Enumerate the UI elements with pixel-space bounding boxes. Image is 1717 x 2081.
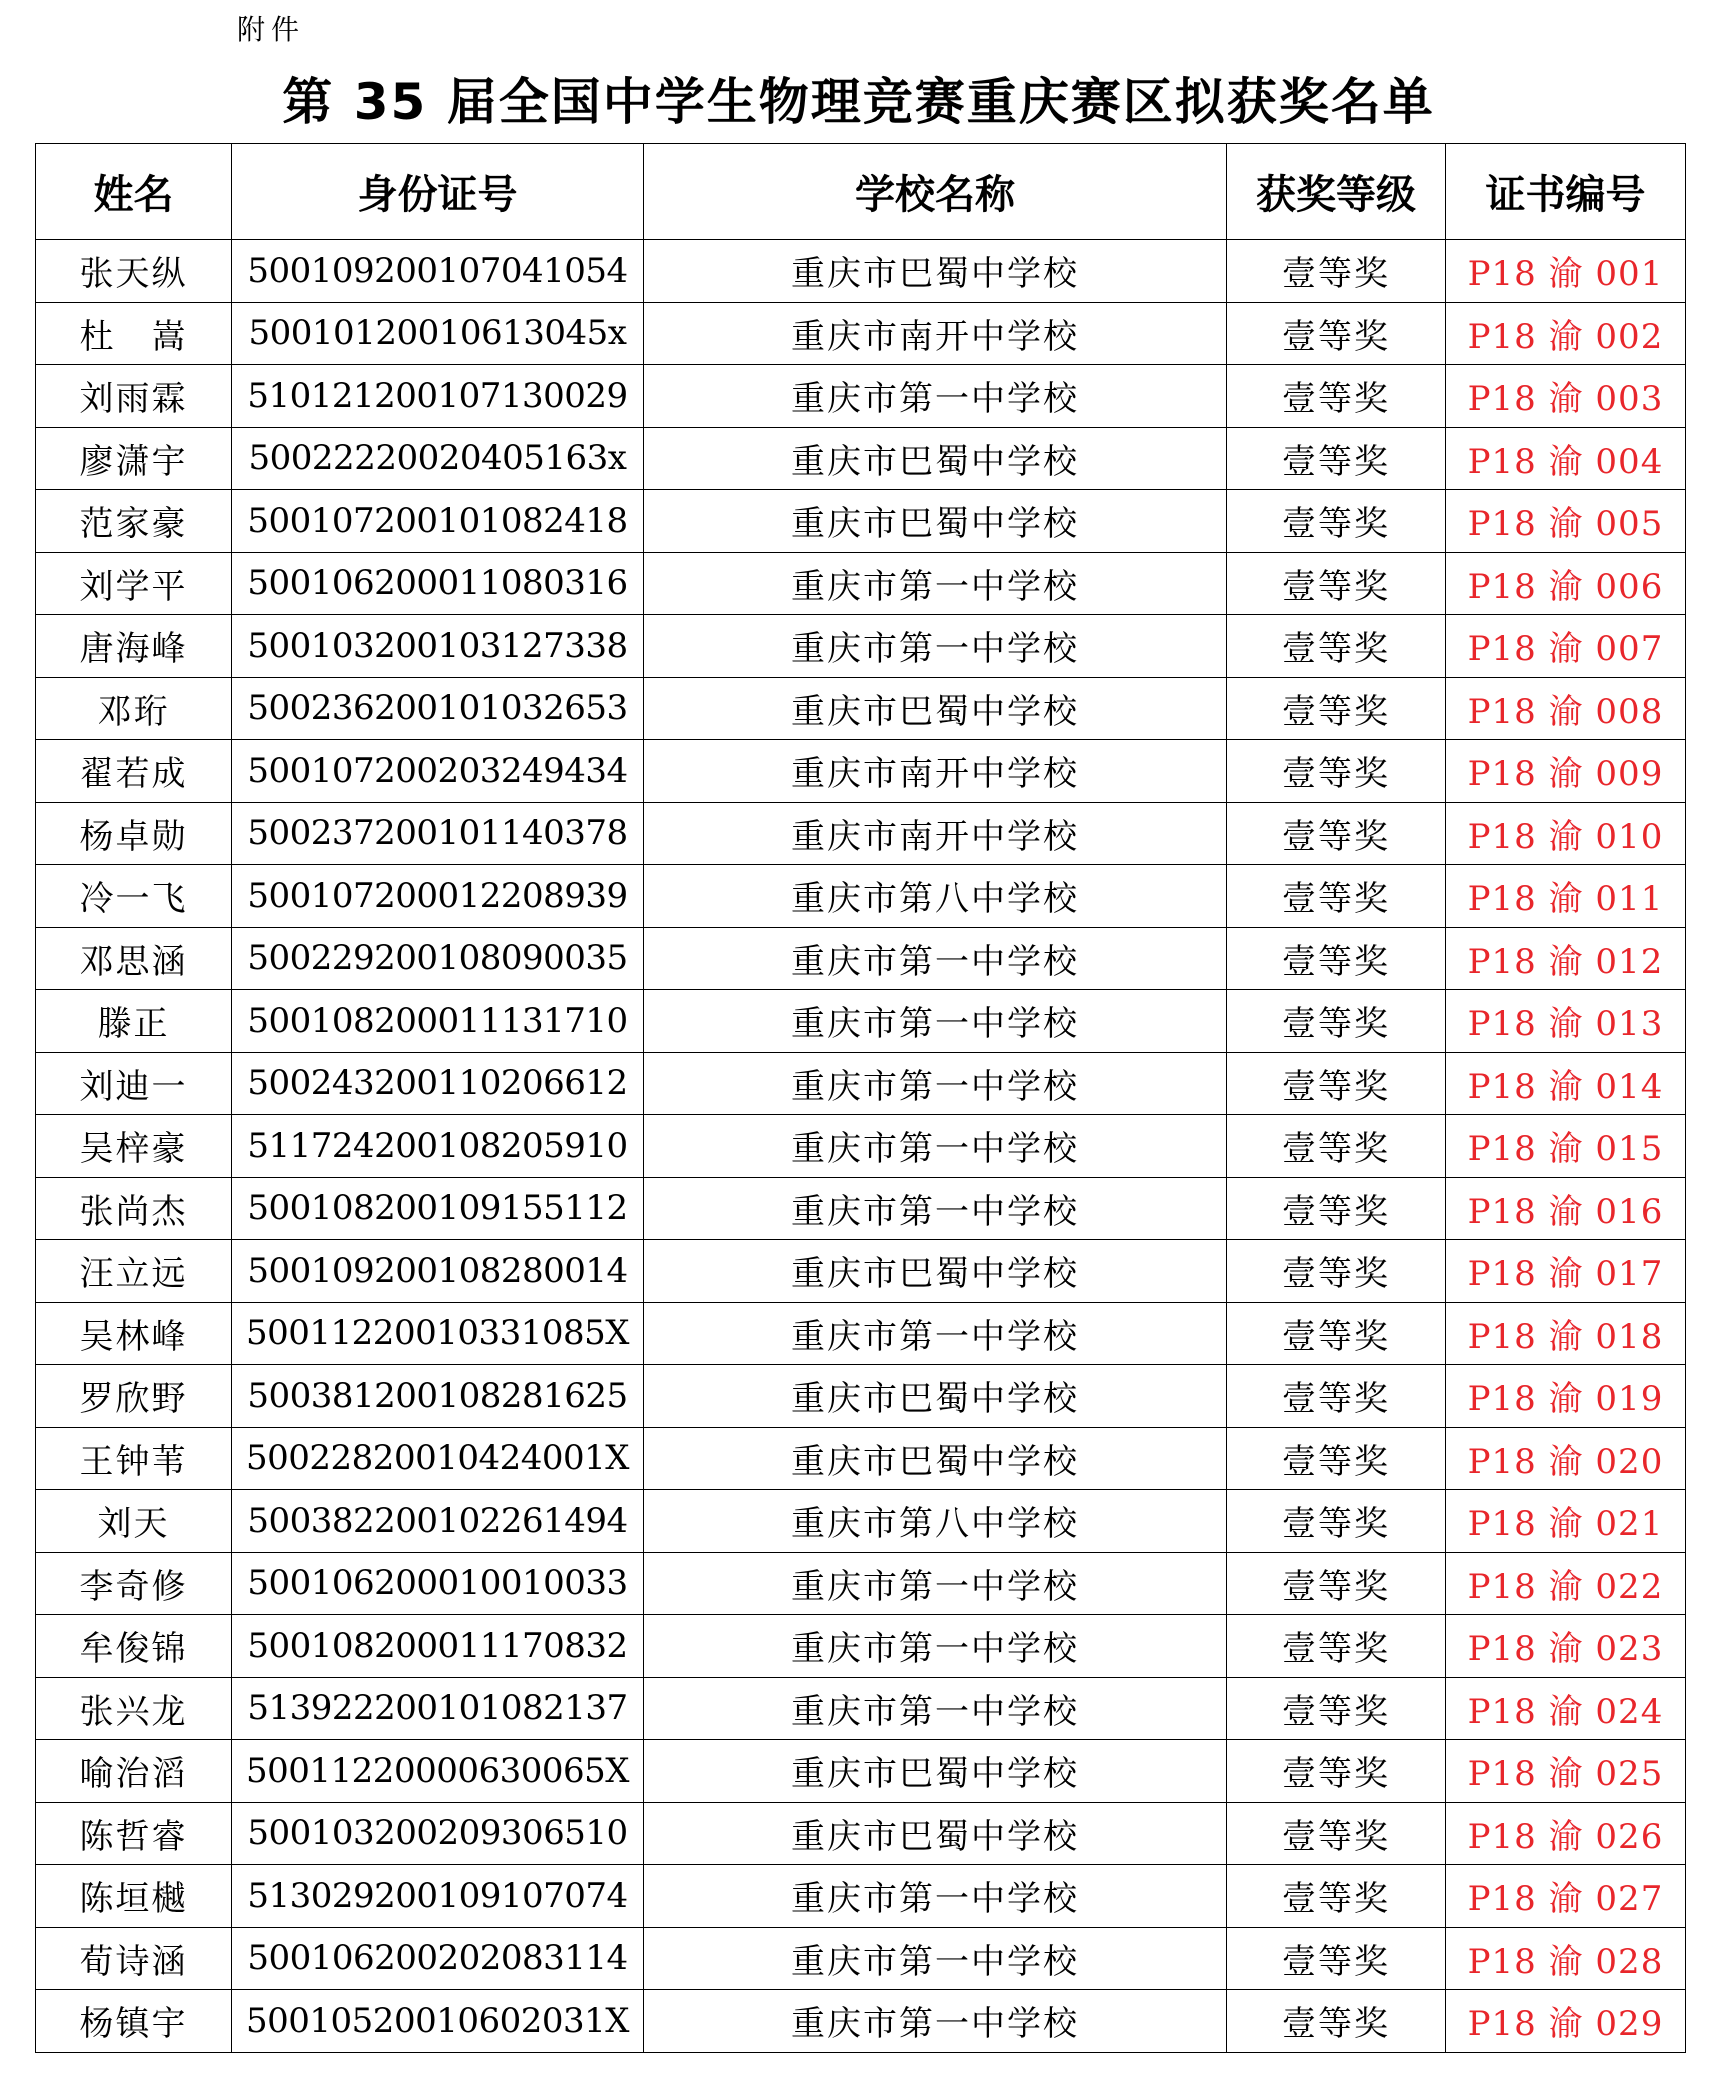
school-name: 重庆市第一中学校 <box>644 1052 1227 1115</box>
id-number: 500108200011170832 <box>232 1615 644 1678</box>
school-name: 重庆市巴蜀中学校 <box>644 1427 1227 1490</box>
id-number: 500229200108090035 <box>232 927 644 990</box>
award-level: 壹等奖 <box>1227 1802 1446 1865</box>
award-level: 壹等奖 <box>1227 927 1446 990</box>
table-row <box>36 1615 1686 1678</box>
student-name: 张天纵 <box>36 240 232 303</box>
certificate-number: P18 渝 029 <box>1446 1990 1686 2053</box>
id-number: 500107200203249434 <box>232 740 644 803</box>
student-name: 牟俊锦 <box>36 1615 232 1678</box>
award-level: 壹等奖 <box>1227 1115 1446 1178</box>
school-name: 重庆市第一中学校 <box>644 990 1227 1053</box>
award-level: 壹等奖 <box>1227 1552 1446 1615</box>
id-number: 50010120010613045x <box>232 302 644 365</box>
certificate-number: P18 渝 007 <box>1446 615 1686 678</box>
table-row <box>36 802 1686 865</box>
table-row <box>36 240 1686 303</box>
table-row <box>36 1365 1686 1428</box>
student-name: 张尚杰 <box>36 1177 232 1240</box>
school-name: 重庆市第一中学校 <box>644 615 1227 678</box>
id-number: 500106200202083114 <box>232 1927 644 1990</box>
school-name: 重庆市第一中学校 <box>644 1115 1227 1178</box>
column-header-level: 获奖等级 <box>1227 144 1446 240</box>
award-level: 壹等奖 <box>1227 802 1446 865</box>
table-row <box>36 1052 1686 1115</box>
certificate-number: P18 渝 025 <box>1446 1740 1686 1803</box>
id-number: 500243200110206612 <box>232 1052 644 1115</box>
student-name: 张兴龙 <box>36 1677 232 1740</box>
student-name: 荀诗涵 <box>36 1927 232 1990</box>
table-row <box>36 1240 1686 1303</box>
certificate-number: P18 渝 027 <box>1446 1865 1686 1928</box>
id-number: 511724200108205910 <box>232 1115 644 1178</box>
id-number: 513922200101082137 <box>232 1677 644 1740</box>
student-name: 李奇修 <box>36 1552 232 1615</box>
id-number: 513029200109107074 <box>232 1865 644 1928</box>
id-number: 500237200101140378 <box>232 802 644 865</box>
student-name: 陈哲睿 <box>36 1802 232 1865</box>
award-level: 壹等奖 <box>1227 1240 1446 1303</box>
school-name: 重庆市南开中学校 <box>644 302 1227 365</box>
award-level: 壹等奖 <box>1227 240 1446 303</box>
school-name: 重庆市第八中学校 <box>644 865 1227 928</box>
table-row <box>36 1490 1686 1553</box>
id-number: 50011220010331085X <box>232 1302 644 1365</box>
certificate-number: P18 渝 021 <box>1446 1490 1686 1553</box>
school-name: 重庆市第一中学校 <box>644 1677 1227 1740</box>
student-name: 汪立远 <box>36 1240 232 1303</box>
student-name: 刘雨霖 <box>36 365 232 428</box>
certificate-number: P18 渝 002 <box>1446 302 1686 365</box>
id-number: 500108200011131710 <box>232 990 644 1053</box>
table-row <box>36 302 1686 365</box>
table-row <box>36 1802 1686 1865</box>
table-row <box>36 865 1686 928</box>
award-level: 壹等奖 <box>1227 990 1446 1053</box>
student-name: 翟若成 <box>36 740 232 803</box>
award-level: 壹等奖 <box>1227 615 1446 678</box>
student-name: 廖潇宇 <box>36 427 232 490</box>
id-number: 500236200101032653 <box>232 677 644 740</box>
certificate-number: P18 渝 009 <box>1446 740 1686 803</box>
school-name: 重庆市第一中学校 <box>644 1615 1227 1678</box>
award-level: 壹等奖 <box>1227 865 1446 928</box>
table-body <box>36 240 1686 2053</box>
table-row <box>36 990 1686 1053</box>
column-header-school: 学校名称 <box>644 144 1227 240</box>
school-name: 重庆市巴蜀中学校 <box>644 1802 1227 1865</box>
award-level: 壹等奖 <box>1227 1740 1446 1803</box>
school-name: 重庆市巴蜀中学校 <box>644 240 1227 303</box>
student-name: 王钟苇 <box>36 1427 232 1490</box>
award-level: 壹等奖 <box>1227 1365 1446 1428</box>
certificate-number: P18 渝 012 <box>1446 927 1686 990</box>
award-level: 壹等奖 <box>1227 427 1446 490</box>
id-number: 500381200108281625 <box>232 1365 644 1428</box>
school-name: 重庆市巴蜀中学校 <box>644 427 1227 490</box>
student-name: 杨镇宇 <box>36 1990 232 2053</box>
school-name: 重庆市第一中学校 <box>644 927 1227 990</box>
id-number: 500106200011080316 <box>232 552 644 615</box>
table-row <box>36 1740 1686 1803</box>
column-header-certificate: 证书编号 <box>1446 144 1686 240</box>
id-number: 50022820010424001X <box>232 1427 644 1490</box>
award-table <box>35 143 1686 2053</box>
table-row <box>36 490 1686 553</box>
school-name: 重庆市第一中学校 <box>644 1552 1227 1615</box>
award-level: 壹等奖 <box>1227 1177 1446 1240</box>
id-number: 500103200209306510 <box>232 1802 644 1865</box>
certificate-number: P18 渝 004 <box>1446 427 1686 490</box>
table-row <box>36 615 1686 678</box>
award-level: 壹等奖 <box>1227 1677 1446 1740</box>
certificate-number: P18 渝 017 <box>1446 1240 1686 1303</box>
school-name: 重庆市第一中学校 <box>644 552 1227 615</box>
id-number: 500109200108280014 <box>232 1240 644 1303</box>
certificate-number: P18 渝 024 <box>1446 1677 1686 1740</box>
student-name: 邓珩 <box>36 677 232 740</box>
award-level: 壹等奖 <box>1227 1302 1446 1365</box>
certificate-number: P18 渝 020 <box>1446 1427 1686 1490</box>
page-title: 第 35 届全国中学生物理竞赛重庆赛区拟获奖名单 <box>282 73 1435 131</box>
certificate-number: P18 渝 010 <box>1446 802 1686 865</box>
certificate-number: P18 渝 015 <box>1446 1115 1686 1178</box>
certificate-number: P18 渝 016 <box>1446 1177 1686 1240</box>
school-name: 重庆市第八中学校 <box>644 1490 1227 1553</box>
student-name: 唐海峰 <box>36 615 232 678</box>
table-header <box>36 144 1686 240</box>
school-name: 重庆市巴蜀中学校 <box>644 677 1227 740</box>
certificate-number: P18 渝 013 <box>1446 990 1686 1053</box>
award-level: 壹等奖 <box>1227 302 1446 365</box>
award-level: 壹等奖 <box>1227 1615 1446 1678</box>
student-name: 范家豪 <box>36 490 232 553</box>
column-header-id: 身份证号 <box>232 144 644 240</box>
student-name: 滕正 <box>36 990 232 1053</box>
school-name: 重庆市第一中学校 <box>644 365 1227 428</box>
award-level: 壹等奖 <box>1227 1865 1446 1928</box>
student-name: 陈垣樾 <box>36 1865 232 1928</box>
school-name: 重庆市巴蜀中学校 <box>644 1365 1227 1428</box>
table-row <box>36 427 1686 490</box>
student-name: 杜 嵩 <box>36 302 232 365</box>
id-number: 50022220020405163x <box>232 427 644 490</box>
id-number: 50010520010602031X <box>232 1990 644 2053</box>
certificate-number: P18 渝 014 <box>1446 1052 1686 1115</box>
id-number: 500108200109155112 <box>232 1177 644 1240</box>
table-row <box>36 1865 1686 1928</box>
award-level: 壹等奖 <box>1227 365 1446 428</box>
certificate-number: P18 渝 001 <box>1446 240 1686 303</box>
award-level: 壹等奖 <box>1227 677 1446 740</box>
table-row <box>36 677 1686 740</box>
student-name: 刘学平 <box>36 552 232 615</box>
student-name: 吴梓豪 <box>36 1115 232 1178</box>
award-level: 壹等奖 <box>1227 1990 1446 2053</box>
table-row <box>36 1927 1686 1990</box>
award-level: 壹等奖 <box>1227 1490 1446 1553</box>
award-level: 壹等奖 <box>1227 552 1446 615</box>
school-name: 重庆市第一中学校 <box>644 1927 1227 1990</box>
certificate-number: P18 渝 026 <box>1446 1802 1686 1865</box>
id-number: 500382200102261494 <box>232 1490 644 1553</box>
student-name: 冷一飞 <box>36 865 232 928</box>
certificate-number: P18 渝 022 <box>1446 1552 1686 1615</box>
certificate-number: P18 渝 019 <box>1446 1365 1686 1428</box>
certificate-number: P18 渝 003 <box>1446 365 1686 428</box>
table-row <box>36 1302 1686 1365</box>
award-level: 壹等奖 <box>1227 490 1446 553</box>
award-level: 壹等奖 <box>1227 740 1446 803</box>
table-row <box>36 552 1686 615</box>
school-name: 重庆市第一中学校 <box>644 1865 1227 1928</box>
school-name: 重庆市巴蜀中学校 <box>644 490 1227 553</box>
table-row <box>36 1427 1686 1490</box>
table-row <box>36 927 1686 990</box>
school-name: 重庆市巴蜀中学校 <box>644 1240 1227 1303</box>
student-name: 喻治滔 <box>36 1740 232 1803</box>
school-name: 重庆市巴蜀中学校 <box>644 1740 1227 1803</box>
student-name: 吴林峰 <box>36 1302 232 1365</box>
school-name: 重庆市南开中学校 <box>644 802 1227 865</box>
id-number: 500107200101082418 <box>232 490 644 553</box>
id-number: 500109200107041054 <box>232 240 644 303</box>
award-level: 壹等奖 <box>1227 1427 1446 1490</box>
table-row <box>36 1115 1686 1178</box>
certificate-number: P18 渝 006 <box>1446 552 1686 615</box>
student-name: 刘天 <box>36 1490 232 1553</box>
id-number: 500106200010010033 <box>232 1552 644 1615</box>
table-row <box>36 740 1686 803</box>
column-header-name: 姓名 <box>36 144 232 240</box>
table-row <box>36 1677 1686 1740</box>
id-number: 500107200012208939 <box>232 865 644 928</box>
id-number: 500103200103127338 <box>232 615 644 678</box>
header-row <box>36 144 1686 240</box>
award-level: 壹等奖 <box>1227 1052 1446 1115</box>
table-row <box>36 1990 1686 2053</box>
certificate-number: P18 渝 028 <box>1446 1927 1686 1990</box>
school-name: 重庆市第一中学校 <box>644 1302 1227 1365</box>
school-name: 重庆市第一中学校 <box>644 1177 1227 1240</box>
id-number: 50011220000630065X <box>232 1740 644 1803</box>
table-row <box>36 1177 1686 1240</box>
certificate-number: P18 渝 023 <box>1446 1615 1686 1678</box>
certificate-number: P18 渝 008 <box>1446 677 1686 740</box>
certificate-number: P18 渝 018 <box>1446 1302 1686 1365</box>
school-name: 重庆市第一中学校 <box>644 1990 1227 2053</box>
student-name: 邓思涵 <box>36 927 232 990</box>
certificate-number: P18 渝 005 <box>1446 490 1686 553</box>
student-name: 刘迪一 <box>36 1052 232 1115</box>
table-row <box>36 365 1686 428</box>
id-number: 510121200107130029 <box>232 365 644 428</box>
school-name: 重庆市南开中学校 <box>644 740 1227 803</box>
table-row <box>36 1552 1686 1615</box>
student-name: 罗欣野 <box>36 1365 232 1428</box>
award-level: 壹等奖 <box>1227 1927 1446 1990</box>
attachment-label: 附件 <box>237 13 306 46</box>
certificate-number: P18 渝 011 <box>1446 865 1686 928</box>
student-name: 杨卓勋 <box>36 802 232 865</box>
